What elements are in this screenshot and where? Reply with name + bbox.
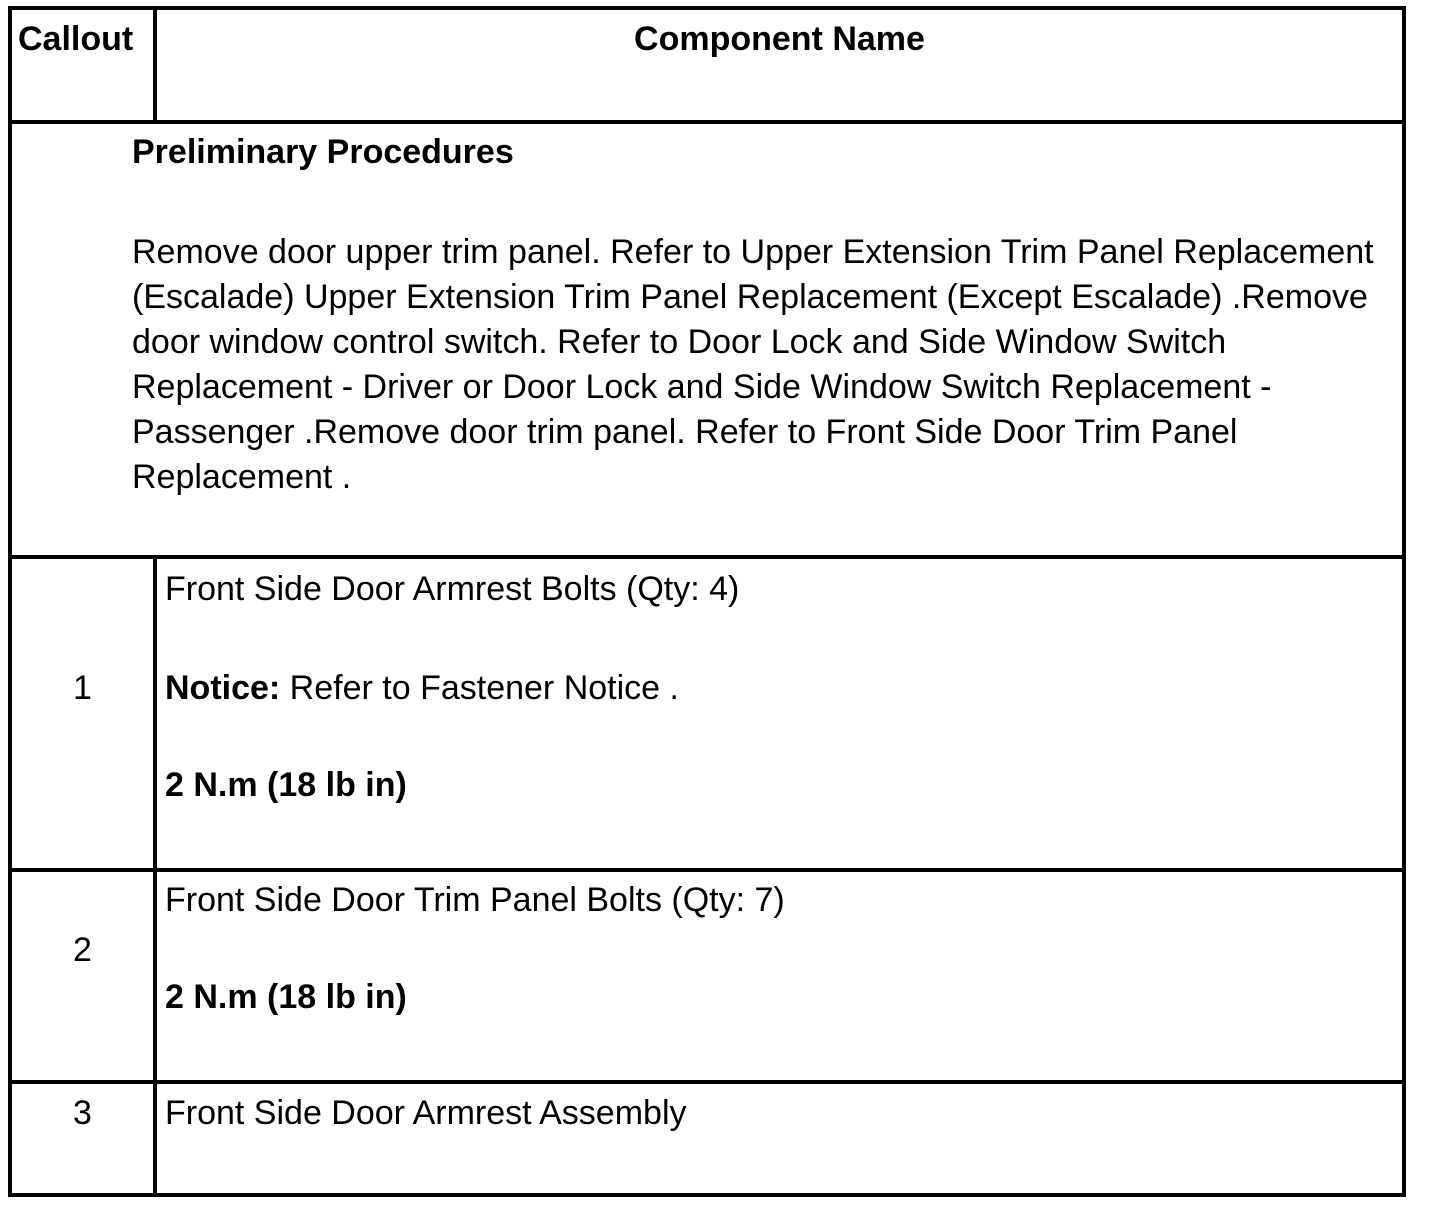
component-name-3: Front Side Door Armrest Assembly — [165, 1094, 687, 1132]
notice-text: Refer to Fastener Notice . — [280, 669, 679, 707]
notice-label: Notice: — [165, 669, 281, 707]
header-component-name: Component Name — [634, 20, 925, 58]
row-divider — [12, 555, 1402, 559]
preliminary-heading: Preliminary Procedures — [132, 133, 514, 171]
header-callout: Callout — [18, 20, 134, 58]
callout-number-1: 1 — [73, 669, 92, 707]
row-divider — [12, 120, 1402, 124]
notice-line — [165, 666, 679, 711]
torque-spec-1: 2 N.m (18 lb in) — [165, 766, 407, 804]
column-divider — [153, 555, 157, 1195]
callout-number-3: 3 — [73, 1094, 92, 1132]
component-name-1: Front Side Door Armrest Bolts (Qty: 4) — [165, 570, 740, 608]
component-name-2: Front Side Door Trim Panel Bolts (Qty: 7) — [165, 881, 785, 919]
column-divider — [153, 10, 157, 122]
callout-number-2: 2 — [73, 931, 92, 969]
torque-spec-2: 2 N.m (18 lb in) — [165, 978, 407, 1016]
row-divider — [12, 1080, 1402, 1084]
component-table — [8, 6, 1406, 1197]
preliminary-text: Remove door upper trim panel. Refer to Upper Extension Trim Panel Replacement (Escalade) Upper Extension Trim Panel Replacement (Except Escalade) .Remove door window control switch. Refer to Door Lock and Side Window Switch Replacement - Driver or Door Lock and Side Window Switch Replacement - Passenger .Remove door trim panel. Refer to Front Side Door Trim Panel Replacement . — [132, 233, 1374, 496]
row-divider — [12, 868, 1402, 872]
